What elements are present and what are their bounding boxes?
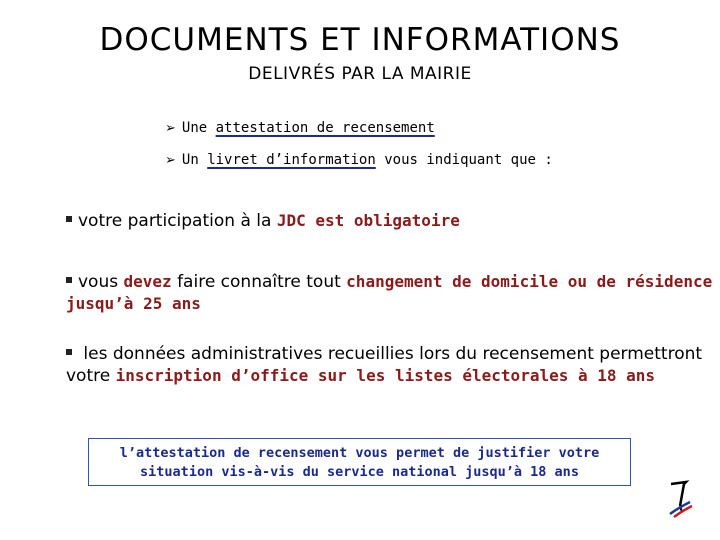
arrow-bullet-icon: ➢ xyxy=(165,153,176,168)
item2-prefix: Un xyxy=(181,152,208,168)
p1-emphasis: JDC est obligatoire xyxy=(276,211,460,230)
arrow-bullet-icon: ➢ xyxy=(165,121,176,136)
p2-emphasis-b: changement de domicile ou de résidence jusqu’à 25 ans xyxy=(66,272,713,313)
info-box-line1: l’attestation de recensement vous permet de justifier votre xyxy=(119,445,600,461)
square-bullet-icon xyxy=(66,349,72,355)
page-subtitle: DELIVRÉS PAR LA MAIRIE xyxy=(248,64,472,84)
item1-prefix: Une xyxy=(181,120,216,136)
item2-suffix: vous indiquant que : xyxy=(375,152,553,168)
square-bullet-icon xyxy=(66,216,72,222)
info-box-line2: situation vis-à-vis du service national jusqu’à 18 ans xyxy=(140,464,579,480)
paragraph-inscription xyxy=(66,343,716,387)
paragraph-changement xyxy=(66,271,716,315)
page-title: DOCUMENTS ET INFORMATIONS xyxy=(99,22,621,58)
list-item-livret xyxy=(165,152,553,168)
p2-text-a: vous xyxy=(78,272,124,292)
ministry-logo-icon xyxy=(668,478,694,518)
list-item-attestation xyxy=(165,120,435,136)
attestation-link[interactable]: attestation de recensement xyxy=(215,120,435,136)
p3-emphasis: inscription d’office sur les listes électorales à 18 ans xyxy=(115,366,656,385)
p2-text-b: faire connaître tout xyxy=(171,272,347,292)
livret-link[interactable]: livret d’information xyxy=(207,152,376,168)
p3-text: les données administratives recueillies lors du recensement permettront votre xyxy=(66,344,703,386)
p1-text: votre participation à la xyxy=(78,211,277,231)
p2-emphasis-a: devez xyxy=(123,272,172,291)
square-bullet-icon xyxy=(66,277,72,283)
info-box xyxy=(88,438,631,486)
paragraph-jdc xyxy=(66,210,716,232)
